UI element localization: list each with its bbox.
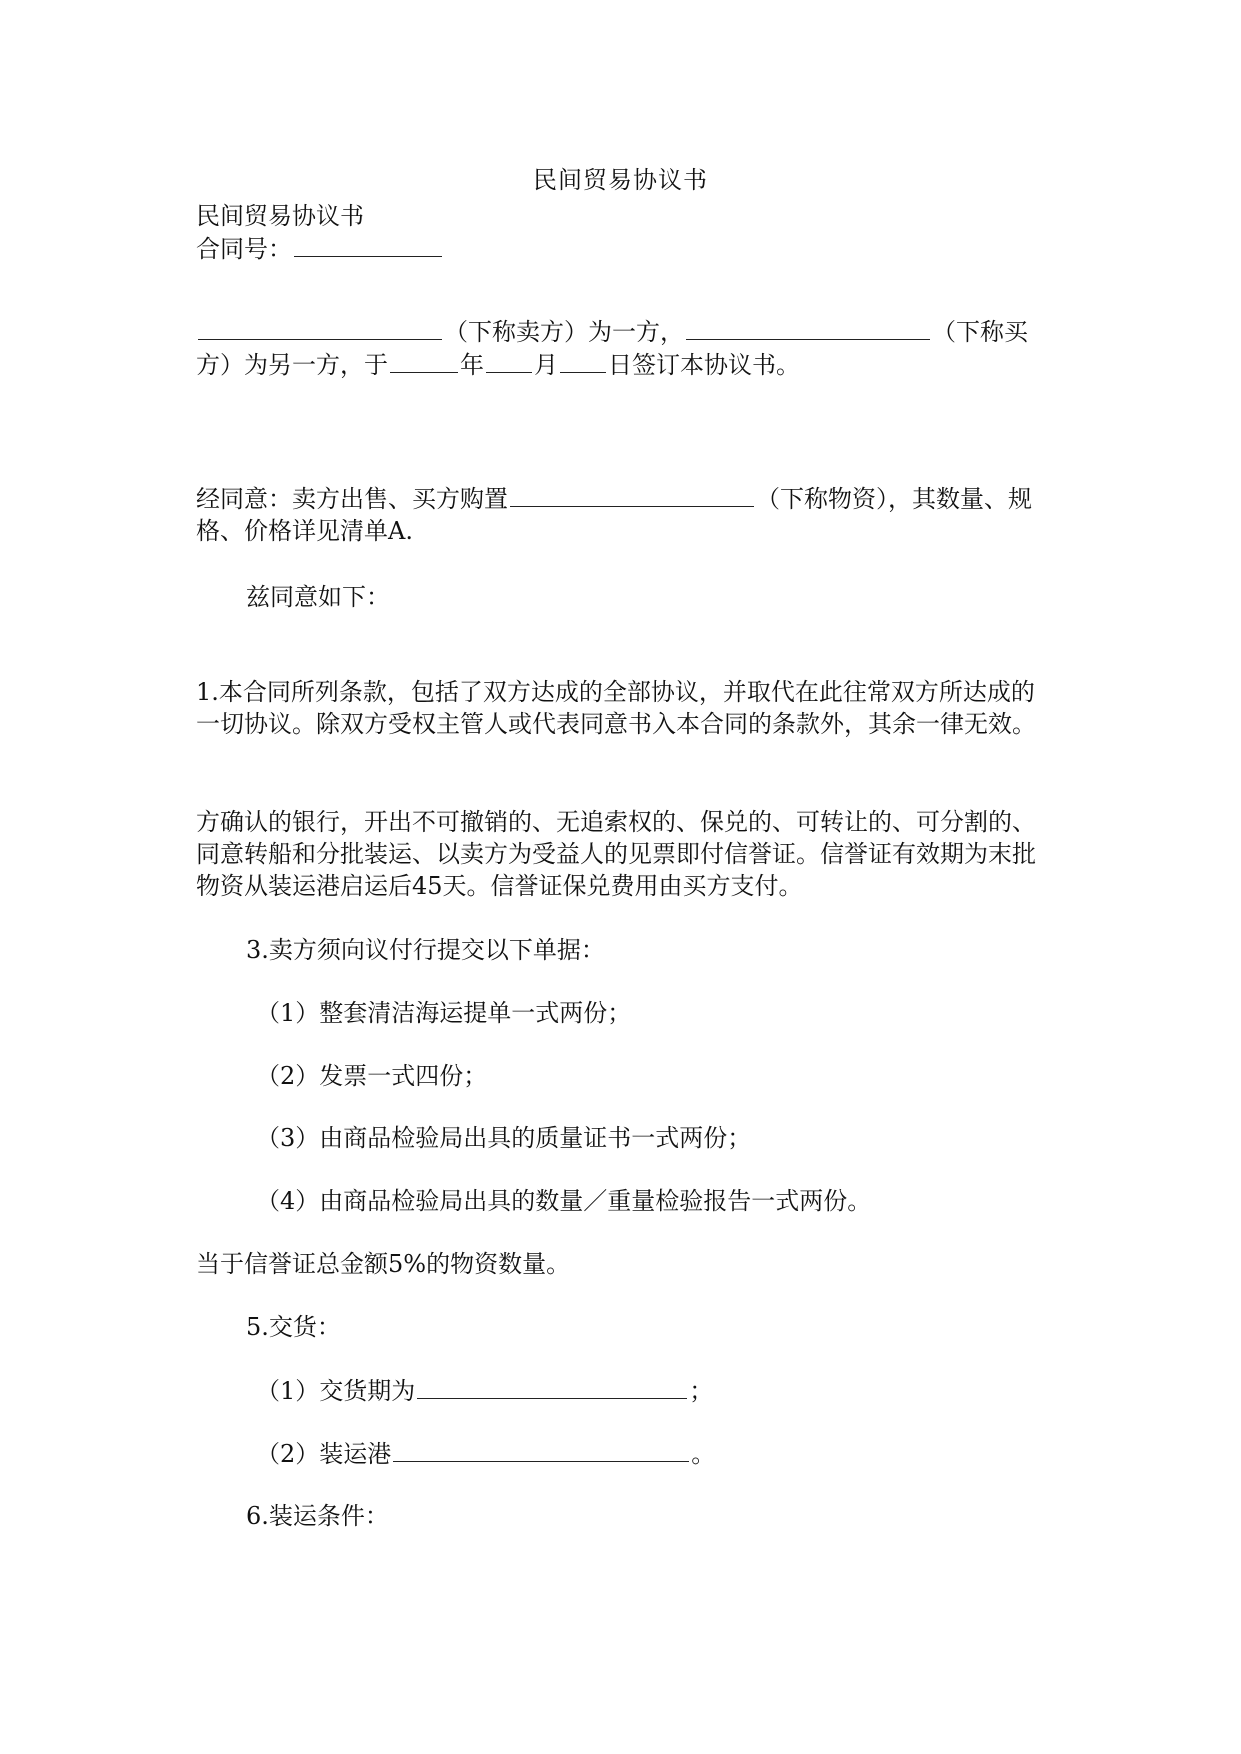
month-blank [486,348,532,373]
port-suffix: 。 [691,1440,716,1468]
port-blank [393,1437,689,1462]
clause-5-item-1 [256,1374,1056,1407]
subtitle [196,200,1056,265]
clause-2: 方确认的银行，开出不可撤销的、无追索权的、保兑的、可转让的、可分割的、同意转船和分批装运、以卖方为受益人的见票即付信誉证。信誉证有效期为末批物资从装运港启运后45天。信誉证保兑费用由买方支付。 [196,808,1036,900]
document-title: 民间贸易协议书 [533,166,708,194]
clause-5-title: 5.交货： [246,1313,341,1341]
agreement-prefix: 经同意：卖方出售、买方购置 [196,485,508,513]
subtitle-text: 民间贸易协议书 [196,202,364,230]
delivery-period-suffix: ； [689,1377,714,1405]
contract-no-label: 合同号： [196,235,292,263]
day-label: 日签订本协议书。 [608,351,800,379]
agreed-as-follows: 兹同意如下： [246,583,390,611]
goods-blank [510,482,754,507]
agreement-paragraph [196,482,1056,547]
clause-3-item-1: （1）整套清洁海运提单一式两份； [256,999,632,1027]
clause-3-item-4: （4）由商品检验局出具的数量／重量检验报告一式两份。 [256,1187,872,1215]
clause-3-title: 3.卖方须向议付行提交以下单据： [246,936,605,964]
contract-no-blank [294,232,442,257]
year-blank [390,348,458,373]
day-blank [560,348,606,373]
buyer-suffix: （下称买方）为另一方，于 [196,318,1028,379]
clause-1: 1.本合同所列条款，包括了双方达成的全部协议，并取代在此往常双方所达成的一切协议。除双方受权主管人或代表同意书入本合同的条款外，其余一律无效。 [196,678,1036,738]
buyer-name-blank [686,315,930,340]
delivery-period-blank [417,1374,687,1399]
parties-paragraph [196,315,1056,381]
clause-4-tail: 当于信誉证总金额5%的物资数量。 [196,1250,571,1278]
agreement-suffix: （下称物资），其数量、规格、价格详见清单A. [196,485,1032,545]
delivery-period-label: （1）交货期为 [256,1377,416,1405]
clause-3-item-3: （3）由商品检验局出具的质量证书一式两份； [256,1124,752,1152]
seller-suffix: （下称卖方）为一方， [444,318,684,346]
port-label: （2）装运港 [256,1440,392,1468]
clause-6-title: 6.装运条件： [246,1502,389,1530]
year-label: 年 [460,351,484,379]
clause-5-item-2 [256,1437,1056,1470]
seller-name-blank [198,315,442,340]
clause-3-item-2: （2）发票一式四份； [256,1062,488,1090]
month-label: 月 [534,351,558,379]
